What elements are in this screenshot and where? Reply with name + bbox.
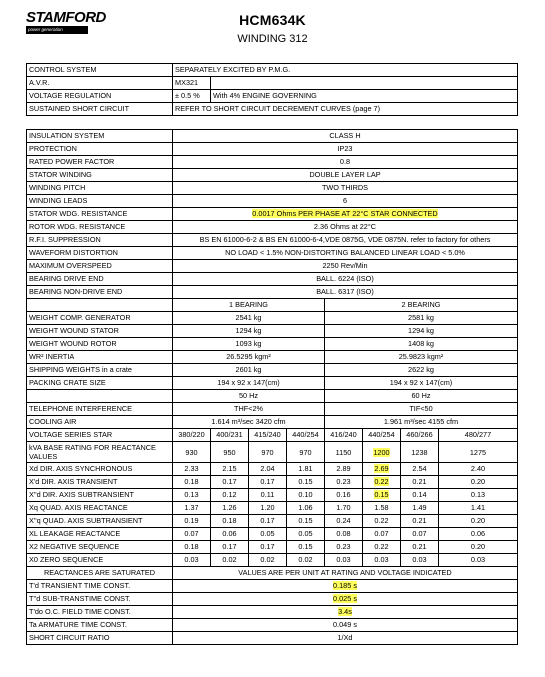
row-label: kVA BASE RATING FOR REACTANCE VALUES <box>27 442 173 463</box>
highlighted-value: 0.185 s <box>333 581 357 590</box>
highlighted-value: 0.15 <box>374 490 389 499</box>
reactance-cell: 0.07 <box>363 528 401 541</box>
voltage-cell: 380/220 <box>173 429 211 442</box>
reactance-cell: 0.14 <box>401 489 439 502</box>
value-1-bearing: 26.5295 kgm² <box>173 351 325 364</box>
reactance-cell: 1.70 <box>325 502 363 515</box>
table-row <box>27 442 518 463</box>
row-value: ± 0.5 % <box>173 90 211 103</box>
row-note: With 4% ENGINE GOVERNING <box>211 90 518 103</box>
voltage-cell: 440/254 <box>363 429 401 442</box>
table-row <box>27 528 518 541</box>
value-1-bearing: 2601 kg <box>173 364 325 377</box>
highlighted-value: 3.4s <box>338 607 352 616</box>
value-2-bearing: 25.9823 kgm² <box>325 351 518 364</box>
row-label: A.V.R. <box>27 77 173 90</box>
reactance-cell: 2.33 <box>173 463 211 476</box>
reactance-cell: 1.26 <box>211 502 249 515</box>
table-row <box>27 195 518 208</box>
row-label: T'do O.C. FIELD TIME CONST. <box>27 606 173 619</box>
row-label: WR² INERTIA <box>27 351 173 364</box>
row-value <box>173 208 518 221</box>
row-label: R.F.I. SUPPRESSION <box>27 234 173 247</box>
value-2-bearing: 2581 kg <box>325 312 518 325</box>
highlighted-value: 0.025 s <box>333 594 357 603</box>
reactance-cell: 0.03 <box>173 554 211 567</box>
reactance-cell: 1.41 <box>439 502 518 515</box>
reactance-cell: 0.11 <box>249 489 287 502</box>
table-row <box>27 130 518 143</box>
kva-cell <box>363 442 401 463</box>
table-row <box>27 325 518 338</box>
row-value <box>173 580 518 593</box>
reactance-cell: 0.21 <box>401 476 439 489</box>
row-value: BS EN 61000-6-2 & BS EN 61000-6-4,VDE 0875G, VDE 0875N. refer to factory for others <box>173 234 518 247</box>
bearing-header-blank <box>27 299 173 312</box>
highlighted-value: 0.22 <box>374 477 389 486</box>
reactance-cell: 1.58 <box>363 502 401 515</box>
row-label: Xq QUAD. AXIS REACTANCE <box>27 502 173 515</box>
reactance-cell: 0.02 <box>287 554 325 567</box>
table-row <box>27 77 518 90</box>
reactance-cell: 0.03 <box>401 554 439 567</box>
reactance-cell: 0.20 <box>439 476 518 489</box>
row-label: WAVEFORM DISTORTION <box>27 247 173 260</box>
reactance-cell: 0.15 <box>287 515 325 528</box>
row-label: X''q QUAD. AXIS SUBTRANSIENT <box>27 515 173 528</box>
row-value: NO LOAD < 1.5% NON-DISTORTING BALANCED LINEAR LOAD < 5.0% <box>173 247 518 260</box>
row-value: 2.36 Ohms at 22°C <box>173 221 518 234</box>
reactance-cell: 0.17 <box>211 476 249 489</box>
row-label: VOLTAGE REGULATION <box>27 90 173 103</box>
reactance-cell: 1.49 <box>401 502 439 515</box>
row-label: X0 ZERO SEQUENCE <box>27 554 173 567</box>
row-value: 0.049 s <box>173 619 518 632</box>
table-row <box>27 403 518 416</box>
voltage-cell: 460/266 <box>401 429 439 442</box>
reactance-cell: 0.22 <box>363 541 401 554</box>
reactance-cell: 0.06 <box>439 528 518 541</box>
table-row <box>27 312 518 325</box>
reactance-cell: 1.06 <box>287 502 325 515</box>
kva-cell: 970 <box>249 442 287 463</box>
table-row <box>27 299 518 312</box>
kva-cell: 930 <box>173 442 211 463</box>
row-value: TWO THIRDS <box>173 182 518 195</box>
reactance-cell: 2.54 <box>401 463 439 476</box>
reactance-cell: 1.20 <box>249 502 287 515</box>
reactance-cell: 0.17 <box>249 476 287 489</box>
voltage-cell: 400/231 <box>211 429 249 442</box>
highlighted-value: 2.69 <box>374 464 389 473</box>
row-label: SUSTAINED SHORT CIRCUIT <box>27 103 173 116</box>
logo-tagline: power generation <box>26 26 88 34</box>
row-label: T''d SUB-TRANSTIME CONST. <box>27 593 173 606</box>
reactance-cell: 0.20 <box>439 515 518 528</box>
kva-cell: 1238 <box>401 442 439 463</box>
table-row <box>27 489 518 502</box>
row-label: MAXIMUM OVERSPEED <box>27 260 173 273</box>
telephone-60hz: TIF<50 <box>325 403 518 416</box>
reactance-cell: 1.37 <box>173 502 211 515</box>
table-row <box>27 554 518 567</box>
table-row <box>27 606 518 619</box>
value-1-bearing: 1294 kg <box>173 325 325 338</box>
reactance-cell: 0.17 <box>211 541 249 554</box>
reactance-cell: 0.05 <box>249 528 287 541</box>
table-row <box>27 338 518 351</box>
row-label: WEIGHT WOUND ROTOR <box>27 338 173 351</box>
value-1-bearing: 1093 kg <box>173 338 325 351</box>
row-label: WEIGHT COMP. GENERATOR <box>27 312 173 325</box>
row-label: PROTECTION <box>27 143 173 156</box>
reactance-cell <box>363 463 401 476</box>
table-row <box>27 169 518 182</box>
table-row <box>27 580 518 593</box>
row-value: 0.8 <box>173 156 518 169</box>
saturated-note: VALUES ARE PER UNIT AT RATING AND VOLTAGE INDICATED <box>173 567 518 580</box>
cooling-60hz: 1.961 m³/sec 4155 cfm <box>325 416 518 429</box>
reactance-cell: 0.03 <box>325 554 363 567</box>
row-value: BALL. 6317 (ISO) <box>173 286 518 299</box>
table-row <box>27 260 518 273</box>
row-label: VOLTAGE SERIES STAR <box>27 429 173 442</box>
control-system-table <box>26 63 518 116</box>
table-row <box>27 286 518 299</box>
row-value: 6 <box>173 195 518 208</box>
winding-spec-table <box>26 129 518 645</box>
row-value: SEPARATELY EXCITED BY P.M.G. <box>173 64 518 77</box>
row-label: PACKING CRATE SIZE <box>27 377 173 390</box>
row-label: RATED POWER FACTOR <box>27 156 173 169</box>
reactance-cell: 0.21 <box>401 515 439 528</box>
reactance-cell: 0.15 <box>287 541 325 554</box>
kva-cell: 950 <box>211 442 249 463</box>
table-row <box>27 593 518 606</box>
reactance-cell: 0.02 <box>249 554 287 567</box>
reactance-cell: 0.18 <box>173 476 211 489</box>
table-row <box>27 632 518 645</box>
kva-cell: 1275 <box>439 442 518 463</box>
table-row <box>27 273 518 286</box>
row-value: MX321 <box>173 77 211 90</box>
table-row <box>27 463 518 476</box>
reactance-cell: 0.10 <box>287 489 325 502</box>
row-label: SHORT CIRCUIT RATIO <box>27 632 173 645</box>
freq-blank <box>27 390 173 403</box>
row-label: STATOR WINDING <box>27 169 173 182</box>
reactance-cell: 2.04 <box>249 463 287 476</box>
table-row <box>27 619 518 632</box>
voltage-cell: 480/277 <box>439 429 518 442</box>
saturated-label: REACTANCES ARE SATURATED <box>27 567 173 580</box>
row-value <box>173 606 518 619</box>
reactance-cell: 0.17 <box>249 541 287 554</box>
table-row <box>27 364 518 377</box>
freq-50hz: 50 Hz <box>173 390 325 403</box>
table-row <box>27 103 518 116</box>
bearing-header-two: 2 BEARING <box>325 299 518 312</box>
row-value: CLASS H <box>173 130 518 143</box>
model-number: HCM634K <box>239 12 306 28</box>
value-2-bearing: 1294 kg <box>325 325 518 338</box>
reactance-cell: 0.18 <box>173 541 211 554</box>
reactance-cell: 0.23 <box>325 476 363 489</box>
bearing-header-one: 1 BEARING <box>173 299 325 312</box>
table-row <box>27 541 518 554</box>
reactance-cell <box>363 476 401 489</box>
table-row <box>27 221 518 234</box>
reactance-cell: 0.07 <box>173 528 211 541</box>
reactance-cell: 0.07 <box>401 528 439 541</box>
row-label: T'd TRANSIENT TIME CONST. <box>27 580 173 593</box>
voltage-cell: 415/240 <box>249 429 287 442</box>
logo-name: STAMFORD <box>26 9 106 26</box>
row-label: X'd DIR. AXIS TRANSIENT <box>27 476 173 489</box>
reactance-cell: 2.15 <box>211 463 249 476</box>
reactance-cell: 0.19 <box>173 515 211 528</box>
reactance-cell <box>363 489 401 502</box>
row-label: Xd DIR. AXIS SYNCHRONOUS <box>27 463 173 476</box>
telephone-50hz: THF<2% <box>173 403 325 416</box>
reactance-cell: 0.23 <box>325 541 363 554</box>
reactance-cell: 0.16 <box>325 489 363 502</box>
table-row <box>27 502 518 515</box>
row-label: ROTOR WDG. RESISTANCE <box>27 221 173 234</box>
winding-label: WINDING 312 <box>237 33 308 45</box>
table-row <box>27 351 518 364</box>
row-value: BALL. 6224 (ISO) <box>173 273 518 286</box>
highlighted-value: 1200 <box>373 447 390 457</box>
reactance-cell: 0.08 <box>325 528 363 541</box>
value-1-bearing: 194 x 92 x 147(cm) <box>173 377 325 390</box>
voltage-cell: 440/254 <box>287 429 325 442</box>
reactance-cell: 0.21 <box>401 541 439 554</box>
reactance-cell: 0.12 <box>211 489 249 502</box>
table-row <box>27 156 518 169</box>
reactance-cell: 0.05 <box>287 528 325 541</box>
kva-cell: 1150 <box>325 442 363 463</box>
reactance-cell: 0.02 <box>211 554 249 567</box>
row-label: BEARING DRIVE END <box>27 273 173 286</box>
row-label: WINDING PITCH <box>27 182 173 195</box>
reactance-cell: 0.06 <box>211 528 249 541</box>
value-2-bearing: 2622 kg <box>325 364 518 377</box>
freq-60hz: 60 Hz <box>325 390 518 403</box>
row-value: 1/Xd <box>173 632 518 645</box>
row-label: X''d DIR. AXIS SUBTRANSIENT <box>27 489 173 502</box>
row-label: INSULATION SYSTEM <box>27 130 173 143</box>
voltage-cell: 416/240 <box>325 429 363 442</box>
row-label: COOLING AIR <box>27 416 173 429</box>
row-label: X2 NEGATIVE SEQUENCE <box>27 541 173 554</box>
table-row <box>27 476 518 489</box>
table-row <box>27 64 518 77</box>
row-label: BEARING NON-DRIVE END <box>27 286 173 299</box>
row-value: IP23 <box>173 143 518 156</box>
row-value: REFER TO SHORT CIRCUIT DECREMENT CURVES (page 7) <box>173 103 518 116</box>
table-row <box>27 390 518 403</box>
highlighted-value: 0.0017 Ohms PER PHASE AT 22°C STAR CONNECTED <box>252 209 438 218</box>
reactance-cell: 0.13 <box>173 489 211 502</box>
value-2-bearing: 1408 kg <box>325 338 518 351</box>
reactance-cell: 0.15 <box>287 476 325 489</box>
row-label: WEIGHT WOUND STATOR <box>27 325 173 338</box>
value-1-bearing: 2541 kg <box>173 312 325 325</box>
row-label: WINDING LEADS <box>27 195 173 208</box>
kva-cell: 970 <box>287 442 325 463</box>
table-row <box>27 515 518 528</box>
row-label: STATOR WDG. RESISTANCE <box>27 208 173 221</box>
table-row <box>27 234 518 247</box>
reactance-cell: 0.03 <box>439 554 518 567</box>
reactance-cell: 2.89 <box>325 463 363 476</box>
row-value: DOUBLE LAYER LAP <box>173 169 518 182</box>
reactance-cell: 0.13 <box>439 489 518 502</box>
reactance-cell: 1.81 <box>287 463 325 476</box>
reactance-cell: 0.17 <box>249 515 287 528</box>
row-value <box>173 593 518 606</box>
value-2-bearing: 194 x 92 x 147(cm) <box>325 377 518 390</box>
row-value: 2250 Rev/Min <box>173 260 518 273</box>
reactance-cell: 0.18 <box>211 515 249 528</box>
reactance-cell: 0.03 <box>363 554 401 567</box>
table-row <box>27 416 518 429</box>
reactance-cell: 0.22 <box>363 515 401 528</box>
table-row <box>27 208 518 221</box>
row-label: TELEPHONE INTERFERENCE <box>27 403 173 416</box>
table-row <box>27 429 518 442</box>
page-title <box>0 9 545 45</box>
table-row <box>27 182 518 195</box>
table-row <box>27 567 518 580</box>
row-label: XL LEAKAGE REACTANCE <box>27 528 173 541</box>
table-row <box>27 377 518 390</box>
cooling-50hz: 1.614 m³/sec 3420 cfm <box>173 416 325 429</box>
table-row <box>27 247 518 260</box>
row-blank <box>211 77 518 90</box>
row-label: Ta ARMATURE TIME CONST. <box>27 619 173 632</box>
table-row <box>27 143 518 156</box>
reactance-cell: 2.40 <box>439 463 518 476</box>
table-row <box>27 90 518 103</box>
reactance-cell: 0.20 <box>439 541 518 554</box>
row-label: SHIPPING WEIGHTS in a crate <box>27 364 173 377</box>
row-label: CONTROL SYSTEM <box>27 64 173 77</box>
reactance-cell: 0.24 <box>325 515 363 528</box>
